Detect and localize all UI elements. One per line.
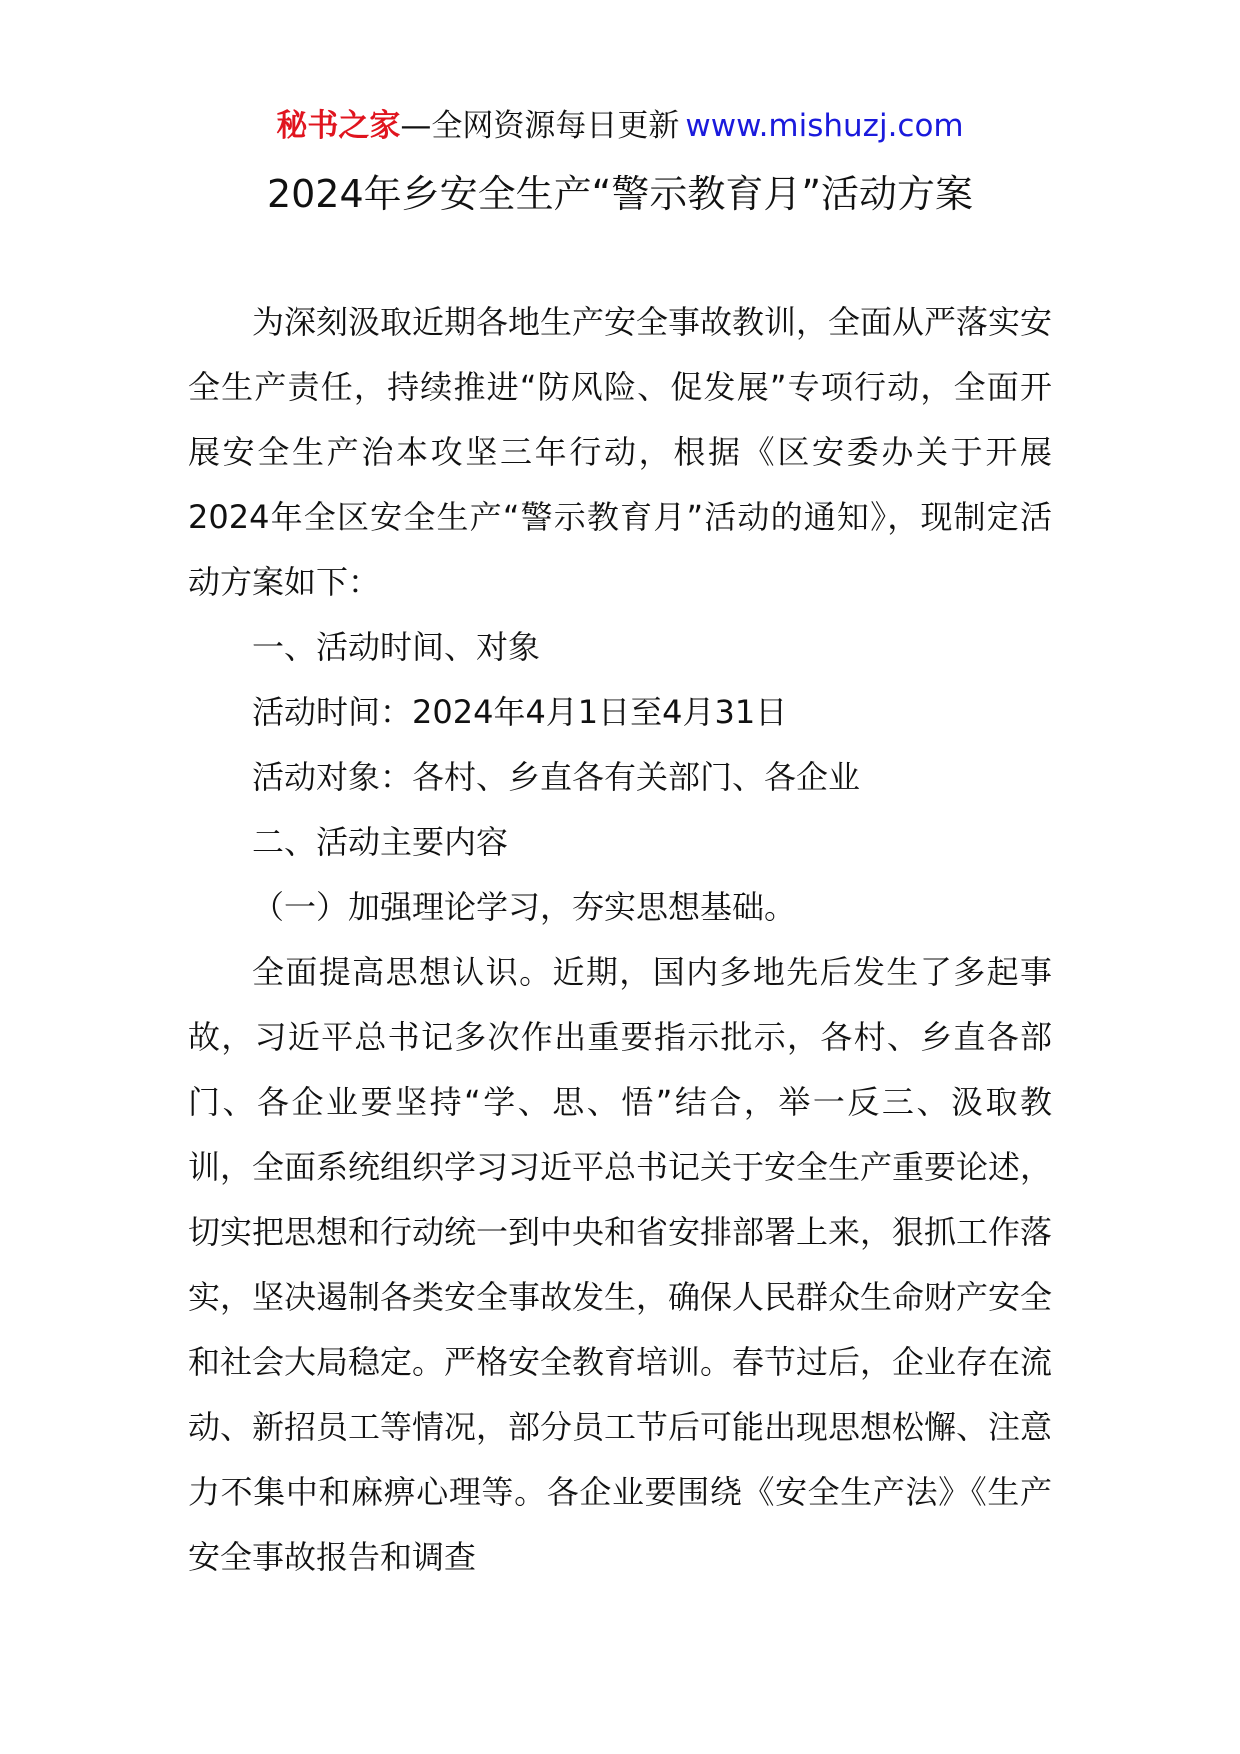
- section-heading-1: 一、活动时间、对象: [252, 628, 541, 666]
- document-title: 2024年乡安全生产“警示教育月”活动方案: [266, 172, 974, 216]
- site-tagline: —全网资源每日更新: [400, 108, 680, 144]
- site-url-link[interactable]: www.mishuzj.com: [685, 108, 964, 144]
- section-heading-2: 二、活动主要内容: [252, 823, 509, 861]
- document-body: [188, 290, 1052, 1590]
- activity-time: 活动时间：2024年4月1日至4月31日: [252, 693, 788, 731]
- content-paragraph: 全面提高思想认识。近期，国内多地先后发生了多起事故，习近平总书记多次作出重要指示批示，各村、乡直各部门、各企业要坚持“学、思、悟”结合，举一反三、汲取教训，全面系统组织学习习近平总书记关于安全生产重要论述，切实把思想和行动统一到中央和省安排部署上来，狠抓工作落实，坚决遏制各类安全事故发生，确保人民群众生命财产安全和社会大局稳定。严格安全教育培训。春节过后，企业存在流动、新招员工等情况，部分员工节后可能出现思想松懈、注意力不集中和麻痹心理等。各企业要围绕《安全生产法》《生产安全事故报告和调查: [188, 953, 1053, 1576]
- subsection-heading-1: （一）加强理论学习，夯实思想基础。: [252, 888, 797, 926]
- intro-paragraph: 为深刻汲取近期各地生产安全事故教训，全面从严落实安全生产责任，持续推进“防风险、促发展”专项行动，全面开展安全生产治本攻坚三年行动，根据《区安委办关于开展2024年全区安全生产“警示教育月”活动的通知》，现制定活动方案如下：: [188, 303, 1053, 601]
- activity-target: 活动对象：各村、乡直各有关部门、各企业: [252, 758, 861, 796]
- site-brand: 秘书之家: [276, 108, 401, 144]
- site-header: [0, 100, 1240, 152]
